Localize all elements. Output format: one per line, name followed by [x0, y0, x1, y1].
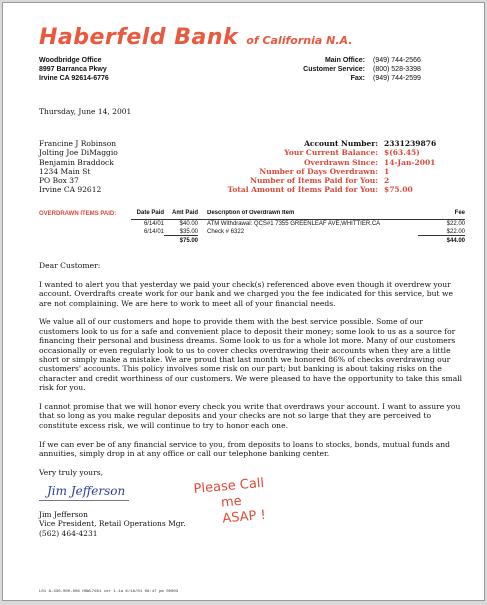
account-value: $(63.45) [384, 148, 420, 158]
note-line: Please Call [193, 475, 265, 497]
overdrawn-items-table [131, 210, 465, 246]
contact-value: (949) 744-2566 [373, 57, 421, 64]
cell-date: 6/14/01 [143, 221, 164, 227]
letter-page [2, 2, 485, 601]
body-paragraph: I cannot promise that we will honor every check you write that overdraws your account. I want to assure you that so long as you make regular deposits and your checks are not so large that they are perceived to constitute excess risk, we will continue to try to honor each one. [39, 402, 461, 430]
signer-name: Jim Jefferson [39, 510, 88, 519]
branch-address [39, 56, 109, 83]
account-label: Overdrawn Since: [303, 157, 378, 167]
branch-street: 8997 Barranca Pkwy [39, 66, 107, 73]
signature-line [39, 500, 129, 501]
address-line: Jolting Joe DiMaggio [39, 148, 118, 158]
address-line: Francine J Robinson [39, 139, 117, 148]
total-fee: $44.00 [446, 238, 465, 244]
note-line: me [220, 493, 243, 511]
overdrawn-items-label: OVERDRAWN ITEMS PAID: [39, 211, 117, 217]
account-label: Number of Items Paid for You: [250, 176, 378, 186]
account-value: 1 [384, 166, 390, 176]
cell-fee: $22.00 [418, 228, 465, 236]
account-label: Your Current Balance: [284, 148, 378, 158]
body-paragraph: I wanted to alert you that yesterday we paid your check(s) referenced above even though it overdrew your account. Overdrafts create work for our bank and we charged you the fee indicated for this service, but we are not complaining. We are here to work to meet all of your financial needs. [39, 279, 454, 308]
cell-amount: $40.00 [179, 221, 198, 227]
account-value: 2 [384, 176, 390, 186]
note-line: ASAP ! [221, 507, 267, 527]
logo-sub: of California N.A. [246, 34, 353, 47]
account-row [223, 176, 465, 185]
contact-numbers [285, 56, 460, 83]
table-header [131, 210, 465, 220]
contact-value: (949) 744-2599 [373, 75, 421, 82]
contact-row [285, 74, 460, 83]
account-label: Total Amount of Items Paid for You: [227, 185, 378, 195]
salutation: Dear Customer: [39, 261, 101, 270]
branch-office: Woodbridge Office [39, 57, 102, 64]
cell-description: ATM Withdrawal: QCS#1 7355 GREENLEAF AVE,WHITTIER,CA [207, 221, 381, 227]
account-label: Number of Days Overdrawn: [259, 166, 378, 176]
account-value: 2331239876 [384, 139, 437, 148]
table-total-row [131, 236, 465, 246]
cell-description: Check # 6322 [207, 229, 245, 235]
contact-label: Fax: [350, 75, 365, 82]
account-value: 14-Jan-2001 [384, 157, 436, 167]
address-line: 1234 Main St [39, 166, 91, 176]
bank-logo [39, 25, 352, 50]
address-line: Irvine CA 92612 [39, 185, 102, 195]
account-value: $75.00 [384, 185, 413, 195]
form-footer-code: L01 A-330-000-006 HRWL7651 ver 1.1a 6/18/01 06:47 pm 00003 [39, 590, 179, 594]
body-paragraph: If we can ever be of any financial service to you, from deposits to loans to stocks, bonds, mutual funds and annuities, simply drop in at any office or call our telephone banking center. [39, 439, 451, 459]
table-row [131, 228, 465, 236]
contact-label: Main Office: [324, 57, 365, 64]
header-amount: Amt Paid [171, 210, 198, 216]
account-row [223, 167, 465, 176]
header-fee: Fee [454, 210, 465, 216]
table-row [131, 220, 465, 228]
contact-value: (800) 528-3398 [373, 66, 421, 73]
handwritten-signature: Jim Jefferson [47, 484, 126, 498]
closing: Very truly yours, [39, 467, 104, 477]
contact-label: Customer Service: [303, 66, 365, 73]
total-amount: $75.00 [179, 238, 198, 244]
cell-amount: $35.00 [164, 228, 198, 236]
contact-row [285, 65, 460, 74]
handwritten-note [193, 474, 287, 530]
contact-row [285, 56, 460, 65]
address-line: Benjamin Braddock [39, 157, 114, 167]
cell-fee: $22.00 [446, 221, 465, 227]
signer-phone: (562) 464-4231 [39, 528, 98, 538]
header-date: Date Paid [136, 210, 164, 216]
header-description: Description of Overdrawn Item [207, 210, 295, 216]
cell-date: 6/14/01 [143, 229, 164, 235]
recipient-address [39, 139, 118, 195]
account-summary [223, 139, 465, 195]
branch-city: Irvine CA 92614-6776 [39, 75, 109, 82]
logo-name: Haberfeld Bank [39, 25, 239, 50]
letter-date: Thursday, June 14, 2001 [39, 107, 132, 116]
letter-body [39, 261, 465, 487]
account-row [223, 139, 465, 148]
account-row [223, 185, 465, 194]
signer-block [39, 510, 186, 538]
body-paragraph: We value all of our customers and hope to provide them with the best service possible. Some of our customers look to us for a safe and convenient place to deposit their money; some look to us as a source for financing their personal and business dreams. Some look to us for a whole lot more. Many of our customers occasionally or even regularly look to us to cover checks overdrawing their accounts when they are a little short or simply make a mistake. We are proud that last month we honored 86% of checks overdrawing our customers' accounts. This policy involves some risk on our part; but banking is about taking risks on the character and credit worthiness of our customers. We were pleased to have the opportunity to take this small risk for you. [39, 317, 463, 393]
account-label: Account Number: [304, 139, 378, 148]
address-line: PO Box 37 [39, 176, 79, 186]
signer-title: Vice President, Retail Operations Mgr. [39, 519, 186, 529]
account-row [223, 158, 465, 167]
account-row [223, 148, 465, 157]
